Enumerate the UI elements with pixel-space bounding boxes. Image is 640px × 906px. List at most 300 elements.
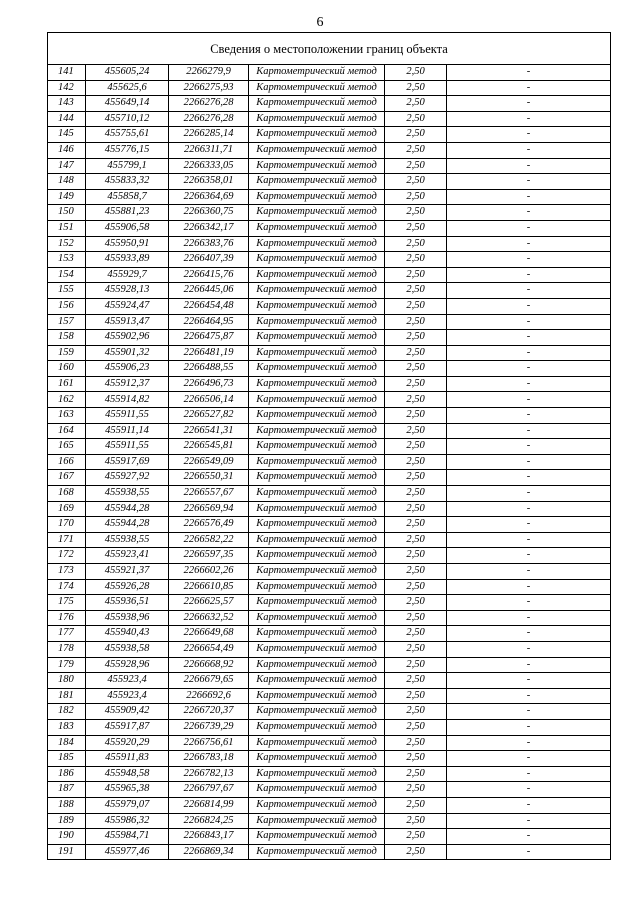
y-coordinate-cell: 2266527,82 <box>169 408 249 424</box>
y-coordinate-cell: 2266481,19 <box>169 345 249 361</box>
y-coordinate-cell: 2266797,67 <box>169 782 249 798</box>
y-coordinate-cell: 2266464,95 <box>169 314 249 330</box>
y-coordinate-cell: 2266597,35 <box>169 548 249 564</box>
method-cell: Картометрический метод <box>249 844 385 860</box>
description-cell: - <box>447 844 611 860</box>
accuracy-cell: 2,50 <box>385 626 447 642</box>
method-cell: Картометрический метод <box>249 252 385 268</box>
description-cell: - <box>447 111 611 127</box>
x-coordinate-cell: 455965,38 <box>86 782 169 798</box>
method-cell: Картометрический метод <box>249 127 385 143</box>
point-number-cell: 141 <box>48 65 86 81</box>
x-coordinate-cell: 455944,28 <box>86 501 169 517</box>
method-cell: Картометрический метод <box>249 80 385 96</box>
point-number-cell: 163 <box>48 408 86 424</box>
method-cell: Картометрический метод <box>249 392 385 408</box>
accuracy-cell: 2,50 <box>385 548 447 564</box>
table-row <box>48 127 611 143</box>
point-number-cell: 143 <box>48 96 86 112</box>
description-cell: - <box>447 220 611 236</box>
x-coordinate-cell: 455799,1 <box>86 158 169 174</box>
description-cell: - <box>447 548 611 564</box>
method-cell: Картометрический метод <box>249 361 385 377</box>
point-number-cell: 178 <box>48 641 86 657</box>
accuracy-cell: 2,50 <box>385 361 447 377</box>
point-number-cell: 147 <box>48 158 86 174</box>
method-cell: Картометрический метод <box>249 65 385 81</box>
point-number-cell: 187 <box>48 782 86 798</box>
x-coordinate-cell: 455986,32 <box>86 813 169 829</box>
table-row <box>48 454 611 470</box>
method-cell: Картометрический метод <box>249 345 385 361</box>
table-row <box>48 719 611 735</box>
table-row <box>48 610 611 626</box>
description-cell: - <box>447 813 611 829</box>
y-coordinate-cell: 2266679,65 <box>169 673 249 689</box>
x-coordinate-cell: 455881,23 <box>86 205 169 221</box>
accuracy-cell: 2,50 <box>385 844 447 860</box>
x-coordinate-cell: 455948,58 <box>86 766 169 782</box>
x-coordinate-cell: 455906,23 <box>86 361 169 377</box>
x-coordinate-cell: 455776,15 <box>86 142 169 158</box>
y-coordinate-cell: 2266383,76 <box>169 236 249 252</box>
method-cell: Картометрический метод <box>249 408 385 424</box>
point-number-cell: 179 <box>48 657 86 673</box>
y-coordinate-cell: 2266625,57 <box>169 595 249 611</box>
y-coordinate-cell: 2266668,92 <box>169 657 249 673</box>
point-number-cell: 166 <box>48 454 86 470</box>
x-coordinate-cell: 455933,89 <box>86 252 169 268</box>
x-coordinate-cell: 455938,96 <box>86 610 169 626</box>
x-coordinate-cell: 455938,55 <box>86 532 169 548</box>
boundary-coordinates-table <box>47 32 611 860</box>
description-cell: - <box>447 517 611 533</box>
method-cell: Картометрический метод <box>249 236 385 252</box>
x-coordinate-cell: 455938,58 <box>86 641 169 657</box>
description-cell: - <box>447 314 611 330</box>
description-cell: - <box>447 595 611 611</box>
method-cell: Картометрический метод <box>249 719 385 735</box>
method-cell: Картометрический метод <box>249 314 385 330</box>
table-row <box>48 111 611 127</box>
accuracy-cell: 2,50 <box>385 65 447 81</box>
accuracy-cell: 2,50 <box>385 205 447 221</box>
accuracy-cell: 2,50 <box>385 314 447 330</box>
y-coordinate-cell: 2266654,49 <box>169 641 249 657</box>
x-coordinate-cell: 455984,71 <box>86 829 169 845</box>
accuracy-cell: 2,50 <box>385 80 447 96</box>
table-title: Сведения о местоположении границ объекта <box>48 33 611 65</box>
point-number-cell: 184 <box>48 735 86 751</box>
y-coordinate-cell: 2266782,13 <box>169 766 249 782</box>
y-coordinate-cell: 2266582,22 <box>169 532 249 548</box>
y-coordinate-cell: 2266692,6 <box>169 688 249 704</box>
y-coordinate-cell: 2266311,71 <box>169 142 249 158</box>
table-row <box>48 486 611 502</box>
description-cell: - <box>447 719 611 735</box>
y-coordinate-cell: 2266276,28 <box>169 111 249 127</box>
method-cell: Картометрический метод <box>249 641 385 657</box>
table-row <box>48 267 611 283</box>
accuracy-cell: 2,50 <box>385 174 447 190</box>
y-coordinate-cell: 2266756,61 <box>169 735 249 751</box>
y-coordinate-cell: 2266824,25 <box>169 813 249 829</box>
method-cell: Картометрический метод <box>249 766 385 782</box>
x-coordinate-cell: 455950,91 <box>86 236 169 252</box>
y-coordinate-cell: 2266275,93 <box>169 80 249 96</box>
method-cell: Картометрический метод <box>249 517 385 533</box>
description-cell: - <box>447 96 611 112</box>
description-cell: - <box>447 641 611 657</box>
y-coordinate-cell: 2266739,29 <box>169 719 249 735</box>
table-row <box>48 829 611 845</box>
y-coordinate-cell: 2266549,09 <box>169 454 249 470</box>
point-number-cell: 158 <box>48 330 86 346</box>
method-cell: Картометрический метод <box>249 501 385 517</box>
accuracy-cell: 2,50 <box>385 610 447 626</box>
accuracy-cell: 2,50 <box>385 470 447 486</box>
point-number-cell: 161 <box>48 376 86 392</box>
table-row <box>48 501 611 517</box>
point-number-cell: 149 <box>48 189 86 205</box>
method-cell: Картометрический метод <box>249 532 385 548</box>
accuracy-cell: 2,50 <box>385 158 447 174</box>
table-row <box>48 704 611 720</box>
method-cell: Картометрический метод <box>249 454 385 470</box>
point-number-cell: 189 <box>48 813 86 829</box>
method-cell: Картометрический метод <box>249 688 385 704</box>
accuracy-cell: 2,50 <box>385 376 447 392</box>
accuracy-cell: 2,50 <box>385 142 447 158</box>
accuracy-cell: 2,50 <box>385 236 447 252</box>
y-coordinate-cell: 2266783,18 <box>169 751 249 767</box>
accuracy-cell: 2,50 <box>385 220 447 236</box>
accuracy-cell: 2,50 <box>385 298 447 314</box>
description-cell: - <box>447 704 611 720</box>
point-number-cell: 181 <box>48 688 86 704</box>
x-coordinate-cell: 455979,07 <box>86 797 169 813</box>
description-cell: - <box>447 423 611 439</box>
point-number-cell: 142 <box>48 80 86 96</box>
method-cell: Картометрический метод <box>249 267 385 283</box>
x-coordinate-cell: 455928,13 <box>86 283 169 299</box>
description-cell: - <box>447 782 611 798</box>
description-cell: - <box>447 564 611 580</box>
point-number-cell: 171 <box>48 532 86 548</box>
y-coordinate-cell: 2266814,99 <box>169 797 249 813</box>
accuracy-cell: 2,50 <box>385 782 447 798</box>
description-cell: - <box>447 283 611 299</box>
method-cell: Картометрический метод <box>249 470 385 486</box>
point-number-cell: 182 <box>48 704 86 720</box>
point-number-cell: 160 <box>48 361 86 377</box>
accuracy-cell: 2,50 <box>385 719 447 735</box>
point-number-cell: 144 <box>48 111 86 127</box>
description-cell: - <box>447 829 611 845</box>
y-coordinate-cell: 2266415,76 <box>169 267 249 283</box>
description-cell: - <box>447 80 611 96</box>
accuracy-cell: 2,50 <box>385 751 447 767</box>
y-coordinate-cell: 2266407,39 <box>169 252 249 268</box>
table-row <box>48 189 611 205</box>
method-cell: Картометрический метод <box>249 220 385 236</box>
x-coordinate-cell: 455914,82 <box>86 392 169 408</box>
point-number-cell: 152 <box>48 236 86 252</box>
table-row <box>48 797 611 813</box>
method-cell: Картометрический метод <box>249 657 385 673</box>
description-cell: - <box>447 345 611 361</box>
x-coordinate-cell: 455921,37 <box>86 564 169 580</box>
point-number-cell: 190 <box>48 829 86 845</box>
table-row <box>48 330 611 346</box>
accuracy-cell: 2,50 <box>385 189 447 205</box>
accuracy-cell: 2,50 <box>385 641 447 657</box>
method-cell: Картометрический метод <box>249 298 385 314</box>
accuracy-cell: 2,50 <box>385 486 447 502</box>
y-coordinate-cell: 2266602,26 <box>169 564 249 580</box>
table-title-row <box>48 33 611 65</box>
table-row <box>48 641 611 657</box>
x-coordinate-cell: 455940,43 <box>86 626 169 642</box>
point-number-cell: 156 <box>48 298 86 314</box>
point-number-cell: 154 <box>48 267 86 283</box>
x-coordinate-cell: 455901,32 <box>86 345 169 361</box>
description-cell: - <box>447 267 611 283</box>
y-coordinate-cell: 2266545,81 <box>169 439 249 455</box>
x-coordinate-cell: 455944,28 <box>86 517 169 533</box>
point-number-cell: 177 <box>48 626 86 642</box>
accuracy-cell: 2,50 <box>385 392 447 408</box>
accuracy-cell: 2,50 <box>385 517 447 533</box>
description-cell: - <box>447 174 611 190</box>
accuracy-cell: 2,50 <box>385 704 447 720</box>
x-coordinate-cell: 455911,14 <box>86 423 169 439</box>
y-coordinate-cell: 2266610,85 <box>169 579 249 595</box>
method-cell: Картометрический метод <box>249 96 385 112</box>
y-coordinate-cell: 2266285,14 <box>169 127 249 143</box>
y-coordinate-cell: 2266557,67 <box>169 486 249 502</box>
x-coordinate-cell: 455605,24 <box>86 65 169 81</box>
accuracy-cell: 2,50 <box>385 673 447 689</box>
point-number-cell: 159 <box>48 345 86 361</box>
method-cell: Картометрический метод <box>249 579 385 595</box>
x-coordinate-cell: 455911,55 <box>86 408 169 424</box>
method-cell: Картометрический метод <box>249 797 385 813</box>
description-cell: - <box>447 189 611 205</box>
method-cell: Картометрический метод <box>249 174 385 190</box>
y-coordinate-cell: 2266649,68 <box>169 626 249 642</box>
x-coordinate-cell: 455927,92 <box>86 470 169 486</box>
table-row <box>48 657 611 673</box>
point-number-cell: 188 <box>48 797 86 813</box>
method-cell: Картометрический метод <box>249 486 385 502</box>
table-row <box>48 314 611 330</box>
description-cell: - <box>447 252 611 268</box>
method-cell: Картометрический метод <box>249 751 385 767</box>
description-cell: - <box>447 392 611 408</box>
point-number-cell: 167 <box>48 470 86 486</box>
description-cell: - <box>447 439 611 455</box>
x-coordinate-cell: 455649,14 <box>86 96 169 112</box>
x-coordinate-cell: 455917,69 <box>86 454 169 470</box>
x-coordinate-cell: 455902,96 <box>86 330 169 346</box>
x-coordinate-cell: 455710,12 <box>86 111 169 127</box>
page-number: 6 <box>316 15 324 30</box>
table-row <box>48 298 611 314</box>
description-cell: - <box>447 486 611 502</box>
x-coordinate-cell: 455938,55 <box>86 486 169 502</box>
method-cell: Картометрический метод <box>249 439 385 455</box>
method-cell: Картометрический метод <box>249 829 385 845</box>
x-coordinate-cell: 455936,51 <box>86 595 169 611</box>
table-row <box>48 252 611 268</box>
description-cell: - <box>447 501 611 517</box>
table-row <box>48 782 611 798</box>
accuracy-cell: 2,50 <box>385 267 447 283</box>
table-row <box>48 564 611 580</box>
y-coordinate-cell: 2266869,34 <box>169 844 249 860</box>
table-row <box>48 532 611 548</box>
description-cell: - <box>447 408 611 424</box>
table-row <box>48 174 611 190</box>
accuracy-cell: 2,50 <box>385 501 447 517</box>
point-number-cell: 165 <box>48 439 86 455</box>
description-cell: - <box>447 735 611 751</box>
description-cell: - <box>447 236 611 252</box>
point-number-cell: 185 <box>48 751 86 767</box>
point-number-cell: 169 <box>48 501 86 517</box>
accuracy-cell: 2,50 <box>385 345 447 361</box>
accuracy-cell: 2,50 <box>385 423 447 439</box>
accuracy-cell: 2,50 <box>385 797 447 813</box>
x-coordinate-cell: 455913,47 <box>86 314 169 330</box>
method-cell: Картометрический метод <box>249 673 385 689</box>
x-coordinate-cell: 455923,41 <box>86 548 169 564</box>
y-coordinate-cell: 2266276,28 <box>169 96 249 112</box>
table-row <box>48 361 611 377</box>
accuracy-cell: 2,50 <box>385 595 447 611</box>
point-number-cell: 168 <box>48 486 86 502</box>
method-cell: Картометрический метод <box>249 189 385 205</box>
x-coordinate-cell: 455977,46 <box>86 844 169 860</box>
y-coordinate-cell: 2266720,37 <box>169 704 249 720</box>
method-cell: Картометрический метод <box>249 626 385 642</box>
description-cell: - <box>447 673 611 689</box>
x-coordinate-cell: 455917,87 <box>86 719 169 735</box>
accuracy-cell: 2,50 <box>385 579 447 595</box>
table-row <box>48 345 611 361</box>
point-number-cell: 164 <box>48 423 86 439</box>
table-row <box>48 751 611 767</box>
method-cell: Картометрический метод <box>249 111 385 127</box>
method-cell: Картометрический метод <box>249 735 385 751</box>
description-cell: - <box>447 797 611 813</box>
point-number-cell: 151 <box>48 220 86 236</box>
description-cell: - <box>447 376 611 392</box>
description-cell: - <box>447 142 611 158</box>
y-coordinate-cell: 2266632,52 <box>169 610 249 626</box>
table-row <box>48 735 611 751</box>
x-coordinate-cell: 455924,47 <box>86 298 169 314</box>
method-cell: Картометрический метод <box>249 548 385 564</box>
point-number-cell: 157 <box>48 314 86 330</box>
description-cell: - <box>447 688 611 704</box>
point-number-cell: 153 <box>48 252 86 268</box>
accuracy-cell: 2,50 <box>385 330 447 346</box>
point-number-cell: 148 <box>48 174 86 190</box>
accuracy-cell: 2,50 <box>385 252 447 268</box>
y-coordinate-cell: 2266488,55 <box>169 361 249 377</box>
table-row <box>48 844 611 860</box>
table-row <box>48 423 611 439</box>
point-number-cell: 186 <box>48 766 86 782</box>
y-coordinate-cell: 2266843,17 <box>169 829 249 845</box>
accuracy-cell: 2,50 <box>385 532 447 548</box>
x-coordinate-cell: 455929,7 <box>86 267 169 283</box>
y-coordinate-cell: 2266475,87 <box>169 330 249 346</box>
table-row <box>48 673 611 689</box>
method-cell: Картометрический метод <box>249 610 385 626</box>
x-coordinate-cell: 455625,6 <box>86 80 169 96</box>
table-row <box>48 142 611 158</box>
y-coordinate-cell: 2266279,9 <box>169 65 249 81</box>
accuracy-cell: 2,50 <box>385 829 447 845</box>
table-row <box>48 766 611 782</box>
point-number-cell: 172 <box>48 548 86 564</box>
description-cell: - <box>447 751 611 767</box>
description-cell: - <box>447 610 611 626</box>
method-cell: Картометрический метод <box>249 376 385 392</box>
description-cell: - <box>447 766 611 782</box>
y-coordinate-cell: 2266342,17 <box>169 220 249 236</box>
description-cell: - <box>447 158 611 174</box>
description-cell: - <box>447 626 611 642</box>
point-number-cell: 174 <box>48 579 86 595</box>
table-row <box>48 470 611 486</box>
accuracy-cell: 2,50 <box>385 735 447 751</box>
table-row <box>48 813 611 829</box>
x-coordinate-cell: 455920,29 <box>86 735 169 751</box>
table-row <box>48 626 611 642</box>
method-cell: Картометрический метод <box>249 423 385 439</box>
table-row <box>48 548 611 564</box>
method-cell: Картометрический метод <box>249 704 385 720</box>
table-row <box>48 158 611 174</box>
table-row <box>48 96 611 112</box>
method-cell: Картометрический метод <box>249 564 385 580</box>
description-cell: - <box>447 532 611 548</box>
table-row <box>48 579 611 595</box>
table-row <box>48 688 611 704</box>
method-cell: Картометрический метод <box>249 283 385 299</box>
x-coordinate-cell: 455858,7 <box>86 189 169 205</box>
x-coordinate-cell: 455926,28 <box>86 579 169 595</box>
x-coordinate-cell: 455912,37 <box>86 376 169 392</box>
description-cell: - <box>447 205 611 221</box>
point-number-cell: 170 <box>48 517 86 533</box>
y-coordinate-cell: 2266496,73 <box>169 376 249 392</box>
y-coordinate-cell: 2266358,01 <box>169 174 249 190</box>
y-coordinate-cell: 2266360,75 <box>169 205 249 221</box>
x-coordinate-cell: 455833,32 <box>86 174 169 190</box>
accuracy-cell: 2,50 <box>385 439 447 455</box>
y-coordinate-cell: 2266576,49 <box>169 517 249 533</box>
method-cell: Картометрический метод <box>249 330 385 346</box>
x-coordinate-cell: 455911,83 <box>86 751 169 767</box>
point-number-cell: 180 <box>48 673 86 689</box>
table-row <box>48 205 611 221</box>
description-cell: - <box>447 454 611 470</box>
